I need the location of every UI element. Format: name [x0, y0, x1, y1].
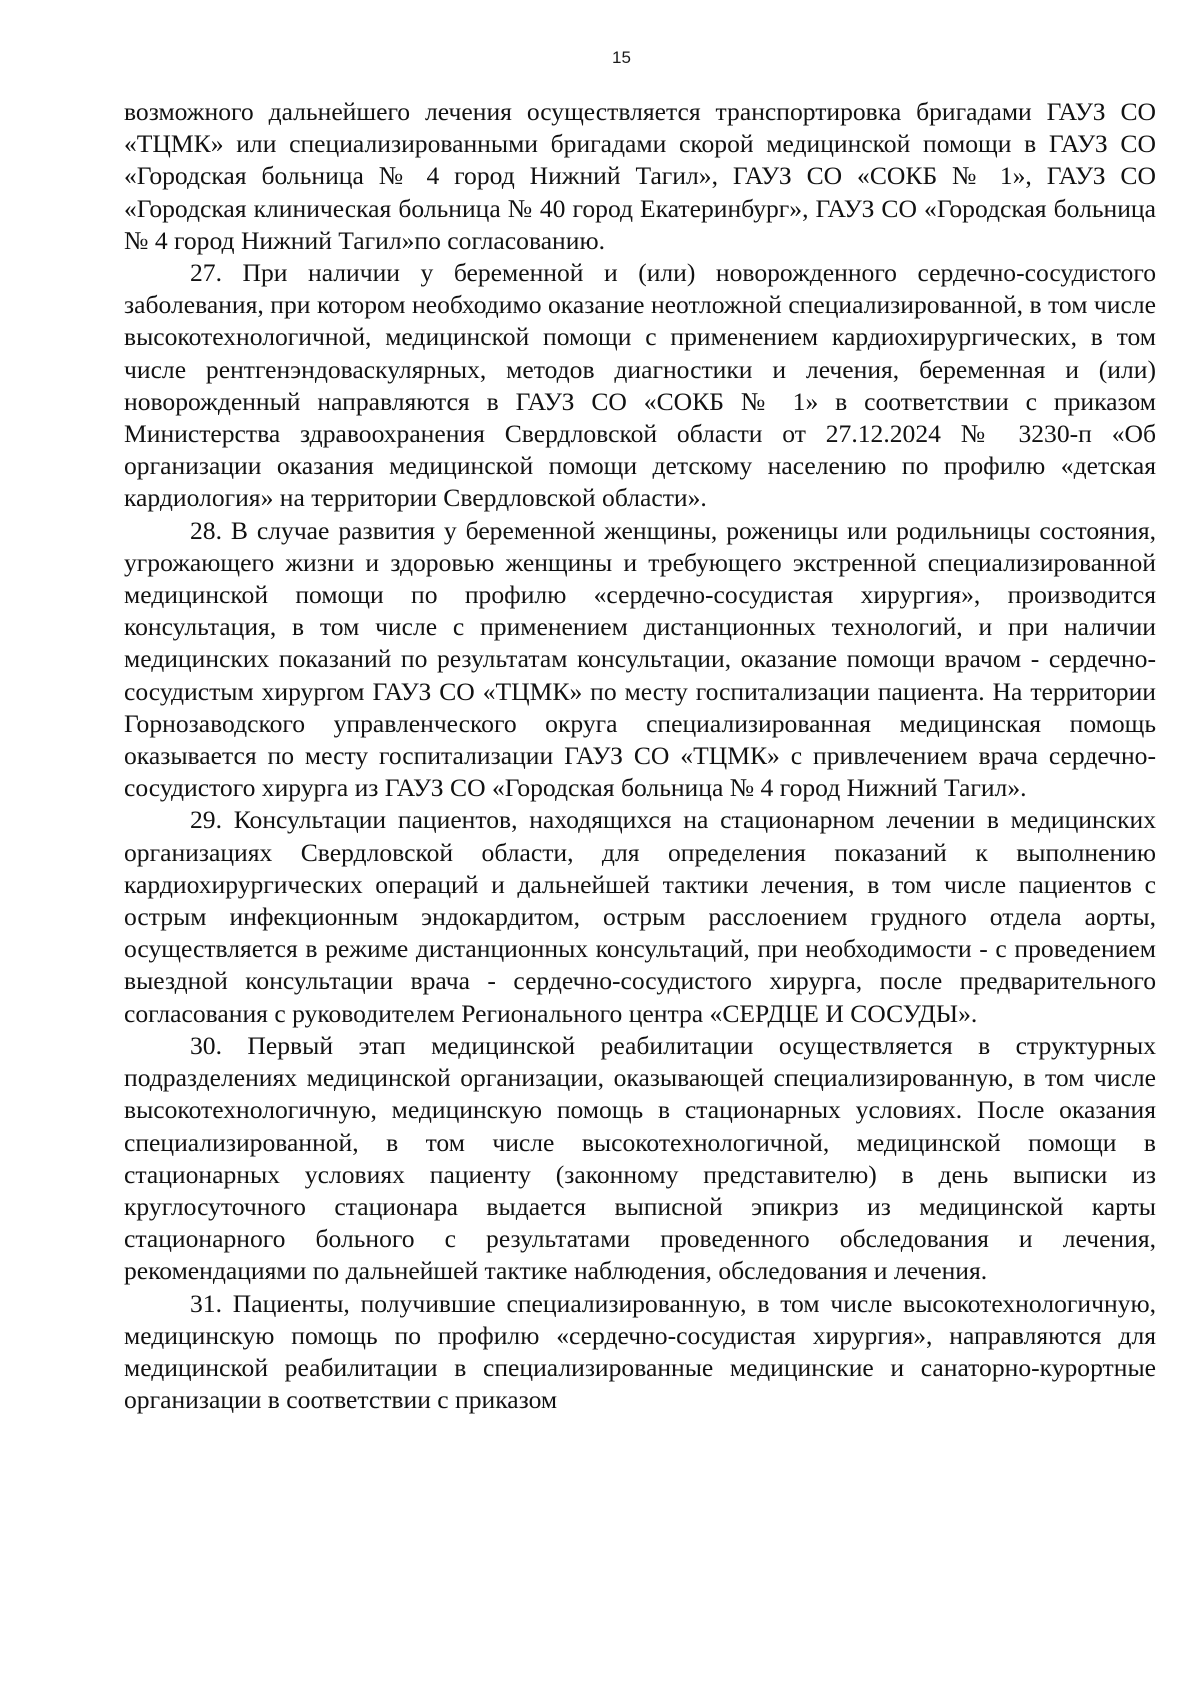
page-number: 15 [612, 48, 631, 67]
paragraph-31: 31. Пациенты, получившие специализированную, в том числе высокотехнологичную, медицинскую помощь по профилю «сердечно-сосудистая хирургия», направляются для медицинской реабилитации в специализированные медицинские и санаторно-курортные организации в соответствии с приказом [124, 1288, 1156, 1415]
paragraph-30: 30. Первый этап медицинской реабилитации осуществляется в структурных подразделениях медицинской организации, оказывающей специализированную, в том числе высокотехнологичную, медицинскую помощь в стационарных условиях. После оказания специализированной, в том числе высокотехнологичной, медицинской помощи в стационарных условиях пациенту (законному представителю) в день выписки из круглосуточного стационара выдается выписной эпикриз из медицинской карты стационарного больного с результатами проведенного обследования и лечения, рекомендациями по дальнейшей тактике наблюдения, обследования и лечения. [124, 1030, 1156, 1286]
paragraph-26-continuation: возможного дальнейшего лечения осуществляется транспортировка бригадами ГАУЗ СО «ТЦМК» или специализированными бригадами скорой медицинской помощи в ГАУЗ СО «Городская больница № 4 город Нижний Тагил», ГАУЗ СО «СОКБ № 1», ГАУЗ СО «Городская клиническая больница № 40 город Екатеринбург», ГАУЗ СО «Городская больница № 4 город Нижний Тагил»по согласованию. [124, 97, 1156, 255]
document-body [124, 96, 1156, 1416]
paragraph-28: 28. В случае развития у беременной женщины, роженицы или родильницы состояния, угрожающего жизни и здоровью женщины и требующего экстренной специализированной медицинской помощи по профилю «сердечно-сосудистая хирургия», производится консультация, в том числе с применением дистанционных технологий, и при наличии медицинских показаний по результатам консультации, оказание помощи врачом - сердечно-сосудистым хирургом ГАУЗ СО «ТЦМК» по месту госпитализации пациента. На территории Горнозаводского управленческого округа специализированная медицинская помощь оказывается по месту госпитализации ГАУЗ СО «ТЦМК» с привлечением врача сердечно-сосудистого хирурга из ГАУЗ СО «Городская больница № 4 город Нижний Тагил». [124, 515, 1156, 803]
paragraph-29: 29. Консультации пациентов, находящихся на стационарном лечении в медицинских организациях Свердловской области, для определения показаний к выполнению кардиохирургических операций и дальнейшей тактики лечения, в том числе пациентов с острым инфекционным эндокардитом, острым расслоением грудного отдела аорты, осуществляется в режиме дистанционных консультаций, при необходимости - с проведением выездной консультации врача - сердечно-сосудистого хирурга, после предварительного согласования с руководителем Регионального центра «СЕРДЦЕ И СОСУДЫ». [124, 805, 1156, 1028]
paragraph-27: 27. При наличии у беременной и (или) новорожденного сердечно-сосудистого заболевания, при котором необходимо оказание неотложной специализированной, в том числе высокотехнологичной, медицинской помощи с применением кардиохирургических, в том числе рентгенэндоваскулярных, методов диагностики и лечения, беременная и (или) новорожденный направляются в ГАУЗ СО «СОКБ № 1» в соответствии с приказом Министерства здравоохранения Свердловской области от 27.12.2024 № 3230-п «Об организации оказания медицинской помощи детскому населению по профилю «детская кардиология» на территории Свердловской области». [124, 258, 1156, 513]
